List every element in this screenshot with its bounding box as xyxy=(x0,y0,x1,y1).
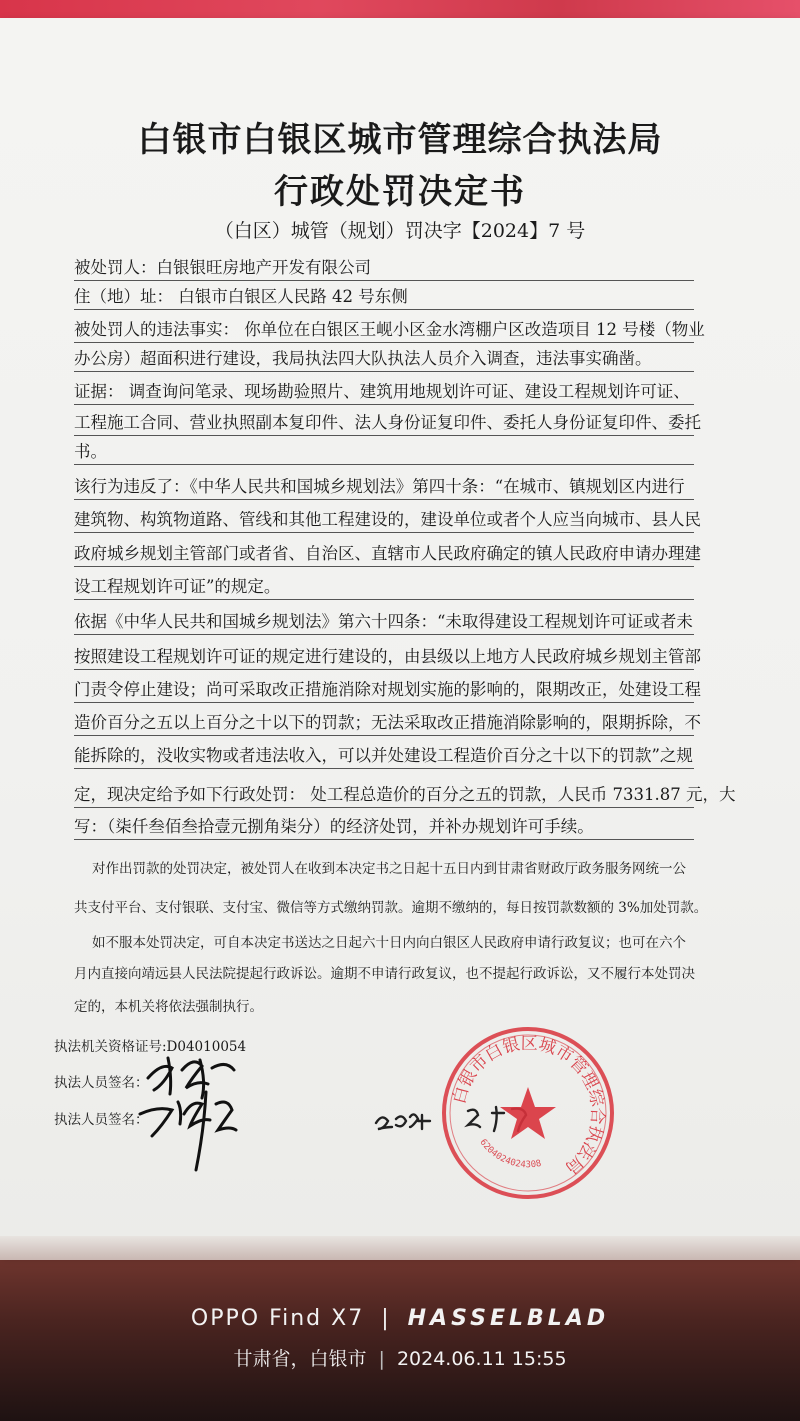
decision-line-1: 定，现决定给予如下行政处罚： 处工程总造价的百分之五的罚款，人民币 7331.87 元，大 xyxy=(74,783,694,808)
document-title-type: 行政处罚决定书 xyxy=(274,172,526,212)
legal-basis-line-4: 造价百分之五以上百分之十以下的罚款；无法采取改正措施消除影响的，限期拆除，不 xyxy=(74,711,694,736)
violated-law-line-3: 政府城乡规划主管部门或者省、自治区、直辖市人民政府确定的镇人民政府申请办理建 xyxy=(74,542,694,567)
capture-divider: | xyxy=(378,1348,385,1370)
appeal-notice-line-1: 如不服本处罚决定，可自本决定书送达之日起六十日内向白银区人民政府申请行政复议；也可在六个 xyxy=(92,935,686,951)
appeal-notice-line-2: 月内直接向靖远县人民法院提起行政诉讼。逾期不申请行政复议，也不提起行政诉讼，又不履行本处罚决 xyxy=(74,966,695,982)
officer-signature-label-2: 执法人员签名： xyxy=(54,1112,149,1128)
payment-notice-line-1: 对作出罚款的处罚决定，被处罚人在收到本决定书之日起十五日内到甘肃省财政厅政务服务网统一公 xyxy=(92,861,686,877)
legal-basis-line-2: 按照建设工程规划许可证的规定进行建设的，由县级以上地方人民政府城乡规划主管部 xyxy=(74,645,694,670)
officer-signature-label-1: 执法人员签名： xyxy=(54,1075,149,1091)
camera-brand-watermark xyxy=(0,1306,800,1331)
legal-basis-line-1: 依据《中华人民共和国城乡规划法》第六十四条：“未取得建设工程规划许可证或者未 xyxy=(74,610,694,635)
evidence-line-3: 书。 xyxy=(74,440,694,465)
violated-law-line-4: 设工程规划许可证”的规定。 xyxy=(74,575,694,600)
violation-facts-line-2: 办公房）超面积进行建设，我局执法四大队执法人员介入调查，违法事实确凿。 xyxy=(74,347,694,372)
penalized-party-line: 被处罚人：白银银旺房地产开发有限公司 xyxy=(74,256,694,281)
document-title-authority: 白银市白银区城市管理综合执法局 xyxy=(137,120,663,160)
decision-line-2: 写：（柒仟叁佰叁拾壹元捌角柒分）的经济处罚，并补办规划许可手续。 xyxy=(74,815,694,840)
certificate-number: 执法机关资格证号:D04010054 xyxy=(54,1039,247,1055)
brand-model: OPPO Find X7 xyxy=(190,1306,365,1331)
appeal-notice-line-3: 定的，本机关将依法强制执行。 xyxy=(74,999,263,1015)
capture-info-watermark xyxy=(0,1344,800,1371)
paper-edge xyxy=(0,1236,800,1260)
capture-location: 甘肃省，白银市 xyxy=(233,1348,367,1370)
evidence-line-1: 证据： 调查询问笔录、现场勘验照片、建筑用地规划许可证、建设工程规划许可证、 xyxy=(74,380,694,405)
violation-facts-line-1: 被处罚人的违法事实： 你单位在白银区王岘小区金水湾棚户区改造项目 12 号楼（物业 xyxy=(74,318,694,343)
address-line: 住（地）址： 白银市白银区人民路 42 号东侧 xyxy=(74,285,694,310)
seal-text: 白银市白银区城市管理综合执法局 xyxy=(449,1033,608,1178)
seal-number: 6204024024308 xyxy=(477,1137,543,1171)
evidence-line-2: 工程施工合同、营业执照副本复印件、法人身份证复印件、委托人身份证复印件、委托 xyxy=(74,411,694,436)
legal-basis-line-5: 能拆除的，没收实物或者违法收入，可以并处建设工程造价百分之十以下的罚款”之规 xyxy=(74,744,694,769)
handwritten-signature-2 xyxy=(132,1080,242,1180)
brand-divider: | xyxy=(381,1306,391,1331)
violated-law-line-2: 建筑物、构筑物道路、管线和其他工程建设的，建设单位或者个人应当向城市、县人民 xyxy=(74,508,694,533)
seal-star-icon xyxy=(500,1087,556,1139)
capture-datetime: 2024.06.11 15:55 xyxy=(396,1348,567,1370)
violated-law-line-1: 该行为违反了：《中华人民共和国城乡规划法》第四十条：“在城市、镇规划区内进行 xyxy=(74,475,694,500)
brand-partner: HASSELBLAD xyxy=(407,1306,610,1331)
official-seal xyxy=(438,1023,618,1203)
document-number: （白区）城管（规划）罚决字【2024】7 号 xyxy=(214,220,586,242)
payment-notice-line-2: 共支付平台、支付银联、支付宝、微信等方式缴纳罚款。逾期不缴纳的，每日按罚款数额的 3%加处罚款。 xyxy=(74,900,708,916)
legal-basis-line-3: 门责令停止建设；尚可采取改正措施消除对规划实施的影响的，限期改正，处建设工程 xyxy=(74,678,694,703)
